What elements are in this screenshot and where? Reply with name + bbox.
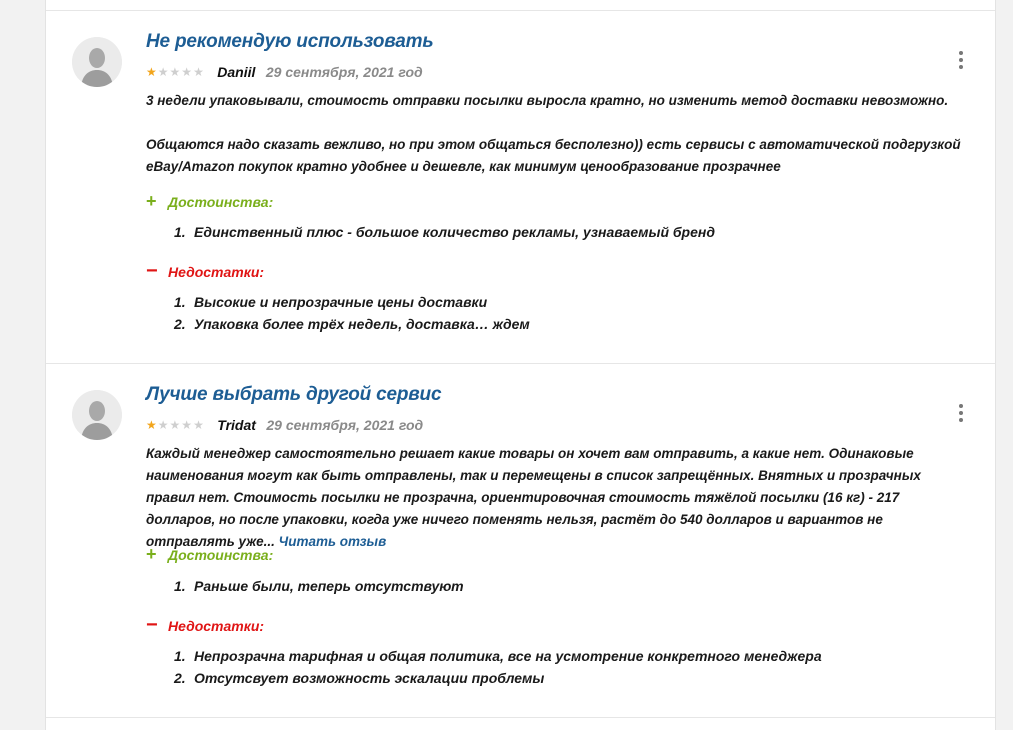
user-avatar-icon[interactable] (72, 37, 122, 87)
rating-stars (146, 416, 205, 434)
kebab-menu-icon[interactable] (957, 404, 965, 422)
review-title[interactable]: Лучше выбрать другой сервис (146, 384, 442, 405)
pros-heading (146, 191, 273, 212)
pros-heading (146, 544, 273, 565)
review-paragraph: 3 недели упаковывали, стоимость отправки посылки выросла кратно, но изменить метод доставки невозможно. (146, 93, 949, 108)
kebab-menu-icon[interactable] (957, 51, 965, 69)
pros-label: Достоинства: (168, 194, 274, 210)
cons-heading (146, 260, 264, 283)
minus-icon: − (146, 614, 158, 636)
review-meta (146, 63, 423, 79)
star-empty-icon: ★ (157, 65, 169, 79)
review-date: 29 сентября, 2021 год (266, 417, 424, 433)
cons-list (174, 291, 530, 335)
cons-label: Недостатки: (168, 264, 265, 280)
cons-heading (146, 614, 264, 637)
star-empty-icon: ★ (193, 418, 204, 432)
user-avatar-icon[interactable] (72, 390, 122, 440)
review-meta (146, 416, 423, 432)
star-empty-icon: ★ (169, 65, 181, 79)
review-body (146, 90, 966, 178)
rating-stars (146, 63, 205, 81)
star-empty-icon: ★ (193, 65, 204, 79)
review-body (146, 443, 966, 553)
minus-icon: − (146, 260, 158, 282)
list-item: 1. Раньше были, теперь отсутствуют (174, 578, 464, 594)
read-review-link[interactable]: Читать отзыв (278, 534, 387, 549)
list-item: 1. Непрозрачна тарифная и общая политика, все на усмотрение конкретного менеджера (174, 648, 822, 664)
review-paragraph: Каждый менеджер самостоятельно решает какие товары он хочет вам отправить, а какие нет. Одинаковые наименования могут как быть отправлены, так и перемещены в список запрещённых. Внятных и прозрачных правил нет. Стоимость посылки не прозрачна, ориентировочная стоимость тяжёлой посылки (16 кг) - 217 долларов, но после упаковки, когда уже ничего поменять нельзя, растёт до 540 долларов и вариантов не отправлять уже... Читать отзыв (146, 446, 921, 549)
review-title[interactable]: Не рекомендую использовать (146, 31, 434, 52)
cons-list (174, 645, 822, 689)
review-author[interactable]: Tridat (217, 417, 256, 433)
star-filled-icon: ★ (146, 65, 157, 79)
review-author[interactable]: Daniil (217, 64, 256, 80)
list-item: 1. Высокие и непрозрачные цены доставки (174, 294, 488, 310)
review-date: 29 сентября, 2021 год (265, 64, 423, 80)
list-item: 1. Единственный плюс - большое количество рекламы, узнаваемый бренд (174, 224, 716, 240)
plus-icon: + (146, 191, 157, 211)
review-card (46, 11, 995, 364)
reviews-panel (45, 0, 996, 730)
pros-label: Достоинства: (168, 547, 274, 563)
pros-list (174, 221, 715, 243)
star-empty-icon: ★ (157, 418, 169, 432)
star-empty-icon: ★ (181, 65, 193, 79)
plus-icon: + (146, 544, 157, 564)
pros-list (174, 575, 464, 597)
list-item: 2. Отсутсвует возможность эскалации проблемы (174, 670, 545, 686)
review-card (46, 364, 995, 718)
cons-label: Недостатки: (168, 618, 265, 634)
review-paragraph: Общаются надо сказать вежливо, но при этом общаться бесполезно)) есть сервисы с автоматической подгрузкой eBay/Amazon покупок кратно удобнее и дешевле, как минимум ценообразование прозрачнее (146, 137, 961, 174)
star-filled-icon: ★ (146, 418, 157, 432)
star-empty-icon: ★ (169, 418, 181, 432)
list-item: 2. Упаковка более трёх недель, доставка… ждем (174, 316, 530, 332)
star-empty-icon: ★ (181, 418, 193, 432)
